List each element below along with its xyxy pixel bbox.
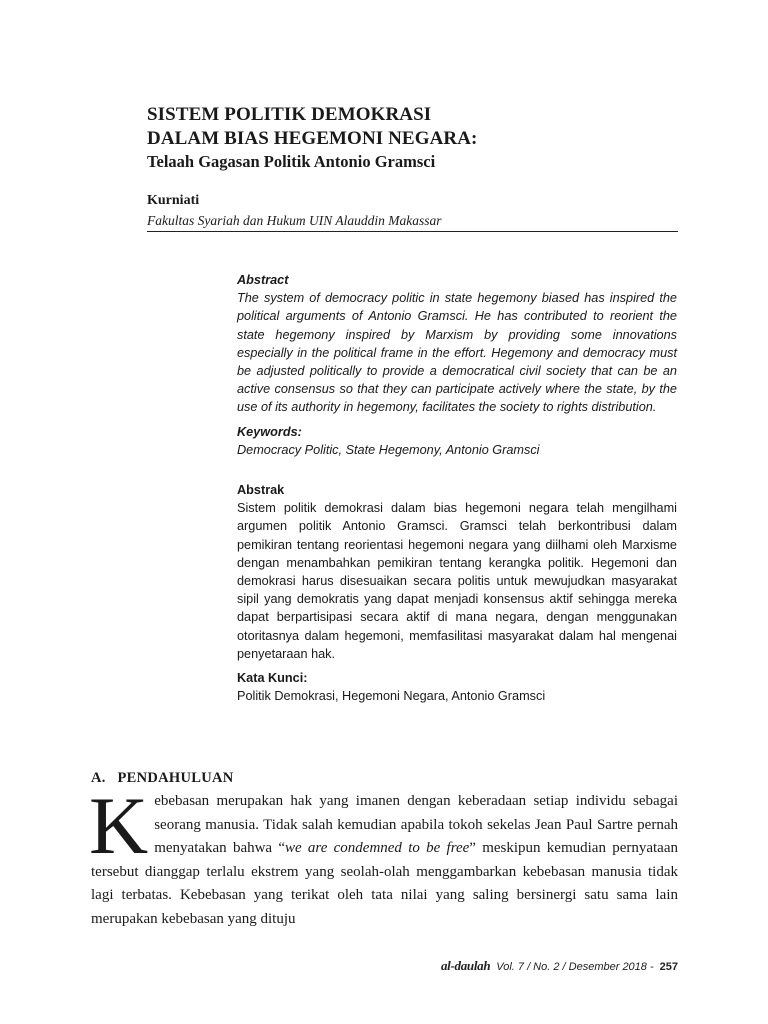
abstract-section [237,271,677,705]
header-divider [147,231,678,232]
drop-cap: K [89,780,149,871]
keywords-en: Democracy Politic, State Hegemony, Antonio Gramsci [237,442,540,457]
journal-logo: al-daulah [440,958,491,973]
keywords-en-label: Keywords: [237,424,302,439]
body-paragraph [89,780,678,932]
abstract-en-text: The system of democracy politic in state hegemony biased has inspired the political arguments of Antonio Gramsci. He has contributed to reorient the state hegemony inspired by Marxism by providing some innovations especially in the political frame in the effort. Hegemony and democracy must be adjusted politically to provide a democratical civil society that can be an active consensus so that they can participate actively where the state, by the use of its authority in hegemony, facilitates the society to rights distribution. [237,291,677,415]
body-text-end: ” meskipun kemudian pernyataan tersebut dianggap terlalu ekstrem yang seolah-olah menggambarkan kebebasan manusia tidak lagi terbatas. Kebebasan yang terikat oleh tata nilai yang saling bersinergi satu sama lain merupakan kebebasan yang dituju [91,840,678,927]
issue-info: Vol. 7 / No. 2 / Desember 2018 - [496,961,654,973]
title-line-2: DALAM BIAS HEGEMONI NEGARA: [147,128,478,149]
abstract-en-heading: Abstract [237,273,289,287]
sartre-quote: we are condemned to be free [285,840,470,857]
abstract-id-text: Sistem politik demokrasi dalam bias hegemoni negara telah mengilhami argumen politik Antonio Gramsci. Gramsci telah berkontribusi dalam pemikiran tentang reorientasi hegemoni negara yang diilhami oleh Marxisme dengan menambahkan pemikiran tentang kerangka politik. Hegemoni dan demokrasi harus disesuaikan secara politis untuk mewujudkan masyarakat sipil yang demokratis yang dapat menjadi konsensus aktif sehingga mereka dapat berpartisipasi secara aktif di mana negara, dengan menggunakan otoritasnya dalam hegemoni, memfasilitasi masyarakat dalam hal mengenai penyetaraan hak. [237,501,677,661]
keywords-id: Politik Demokrasi, Hegemoni Negara, Antonio Gramsci [237,689,546,704]
abstract-id-heading: Abstrak [237,483,285,498]
title-line-1: SISTEM POLITIK DEMOKRASI [147,104,432,125]
title-block [147,103,678,231]
author-name: Kurniati [147,193,200,208]
section-heading-text: A. PENDAHULUAN [91,770,234,786]
keywords-id-label: Kata Kunci: [237,671,308,686]
subtitle: Telaah Gagasan Politik Antonio Gramsci [147,152,436,171]
body-text-start: ebebasan merupakan hak yang imanen dengan keberadaan setiap individu sebagai seorang manusia. Tidak salah kemudian apabila tokoh sekelas Jean Paul Sartre pernah menyatakan bahwa “ [154,793,678,857]
page-number: 257 [659,961,678,973]
page-footer [441,958,678,974]
author-affiliation: Fakultas Syariah dan Hukum UIN Alauddin Makassar [147,213,442,228]
